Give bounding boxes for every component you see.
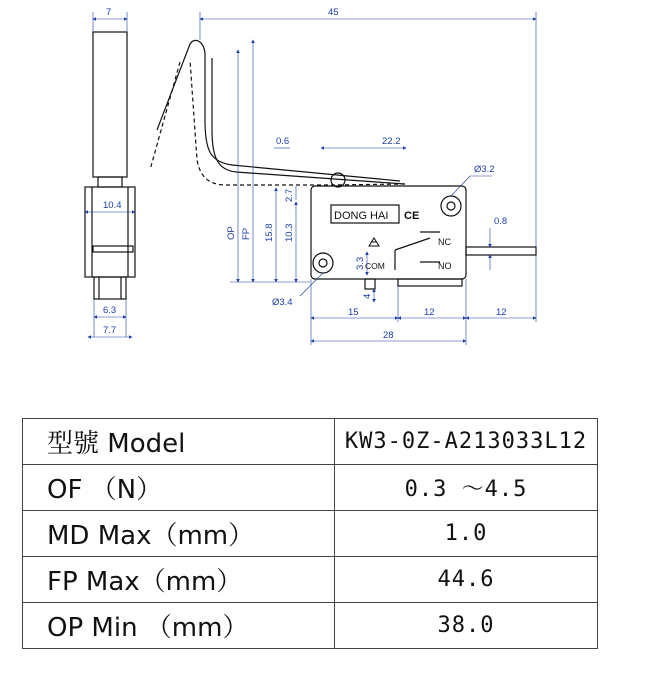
dim-terminal-thickness: 0.8 — [494, 216, 508, 227]
dim-base-width: 7.7 — [103, 325, 117, 336]
spec-value: 44.6 — [335, 557, 598, 603]
dim-span-12a: 12 — [424, 307, 435, 318]
dim-terminal-width: 6.3 — [103, 305, 117, 316]
table-row — [23, 603, 598, 649]
spec-table — [22, 418, 598, 649]
spec-value: KW3-0Z-A213033L12 — [335, 419, 598, 465]
dim-height-15-8: 15.8 — [264, 223, 275, 242]
dim-body-length: 28 — [383, 330, 394, 341]
spec-label: MD Max（mm） — [23, 511, 335, 557]
table-row — [23, 465, 598, 511]
dim-roller-offset: 0.6 — [276, 136, 290, 147]
spec-label: OF （N） — [23, 465, 335, 511]
dim-span-12b: 12 — [496, 307, 507, 318]
dim-fp: FP — [241, 227, 252, 240]
dim-body-width: 10.4 — [103, 200, 122, 211]
side-view — [85, 32, 135, 299]
terminal-no-label: NO — [438, 261, 452, 271]
dim-height-4: 4 — [362, 293, 373, 299]
dim-height-3-3: 3.3 — [355, 256, 366, 270]
dim-height-2-7: 2.7 — [284, 188, 295, 202]
terminal-nc-label: NC — [438, 237, 451, 247]
dim-mount-hole-top: Ø3.2 — [474, 164, 495, 175]
dim-height-10-3: 10.3 — [284, 223, 295, 242]
dim-mount-hole-bottom: Ø3.4 — [272, 297, 293, 308]
ce-mark: CE — [404, 210, 420, 222]
spec-value: 1.0 — [335, 511, 598, 557]
dim-span-15: 15 — [348, 307, 359, 318]
table-row — [23, 511, 598, 557]
dim-lever-thickness: 7 — [106, 7, 112, 18]
dim-lever-pivot-span: 22.2 — [382, 136, 401, 147]
spec-label: 型號 Model — [23, 419, 335, 465]
table-row — [23, 419, 598, 465]
spec-label: OP Min （mm） — [23, 603, 335, 649]
ground-symbol-icon — [369, 238, 379, 246]
spec-value: 38.0 — [335, 603, 598, 649]
table-row — [23, 557, 598, 603]
dim-overall-length: 45 — [328, 7, 339, 18]
spec-label: FP Max（mm） — [23, 557, 335, 603]
dim-op: OP — [226, 226, 237, 240]
brand-label: DONG HAI — [334, 210, 389, 222]
spec-value: 0.3 ～4.5 — [335, 465, 598, 511]
terminal-com-label: COM — [365, 261, 385, 271]
